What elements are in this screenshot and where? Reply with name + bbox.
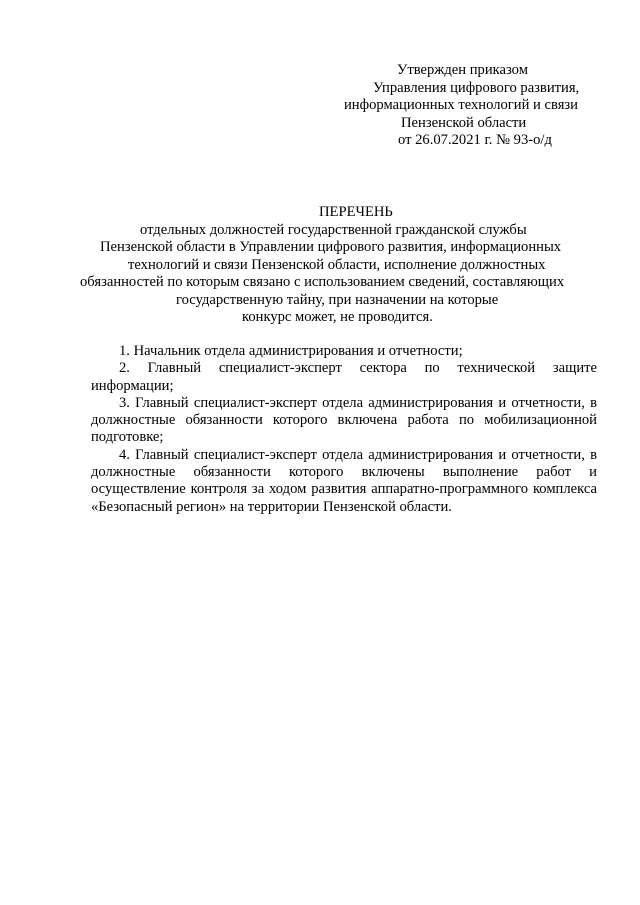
approval-line: от 26.07.2021 г. № 93-о/д — [398, 132, 552, 148]
title-heading: ПЕРЕЧЕНЬ — [319, 204, 393, 220]
title-line: государственную тайну, при назначении на которые — [176, 291, 499, 308]
document-title — [80, 204, 640, 327]
approval-line: информационных технологий и связи — [344, 97, 578, 113]
title-line: обязанностей по которым связано с использованием сведений, составляющих — [80, 274, 565, 290]
title-line: конкурс может, не проводится. — [242, 309, 433, 325]
approval-line: Управления цифрового развития, — [373, 79, 580, 96]
list-item: 2. Главный специалист-эксперт сектора по технической защите информации; — [91, 360, 597, 394]
title-line: отдельных должностей государственной гражданской службы — [140, 221, 527, 238]
title-line: Пензенской области в Управлении цифрового развития, информационных — [100, 239, 562, 255]
list-item: 3. Главный специалист-эксперт отдела администрирования и отчетности, в должностные обязанности которого включена работа по мобилизационной подготовке; — [91, 394, 597, 446]
approval-line: Пензенской области — [401, 114, 527, 131]
list-item: 1. Начальник отдела администрирования и отчетности; — [119, 343, 463, 359]
approval-stamp — [300, 62, 640, 150]
positions-list — [91, 343, 597, 516]
title-line: технологий и связи Пензенской области, исполнение должностных — [128, 256, 546, 273]
approval-line: Утвержден приказом — [397, 62, 528, 78]
list-item: 4. Главный специалист-эксперт отдела администрирования и отчетности, в должностные обязанности которого включены выполнение работ и осуществление контроля за ходом развития аппаратно-программного комплекса «Безопасный регион» на территории Пензенской области. — [91, 446, 597, 515]
